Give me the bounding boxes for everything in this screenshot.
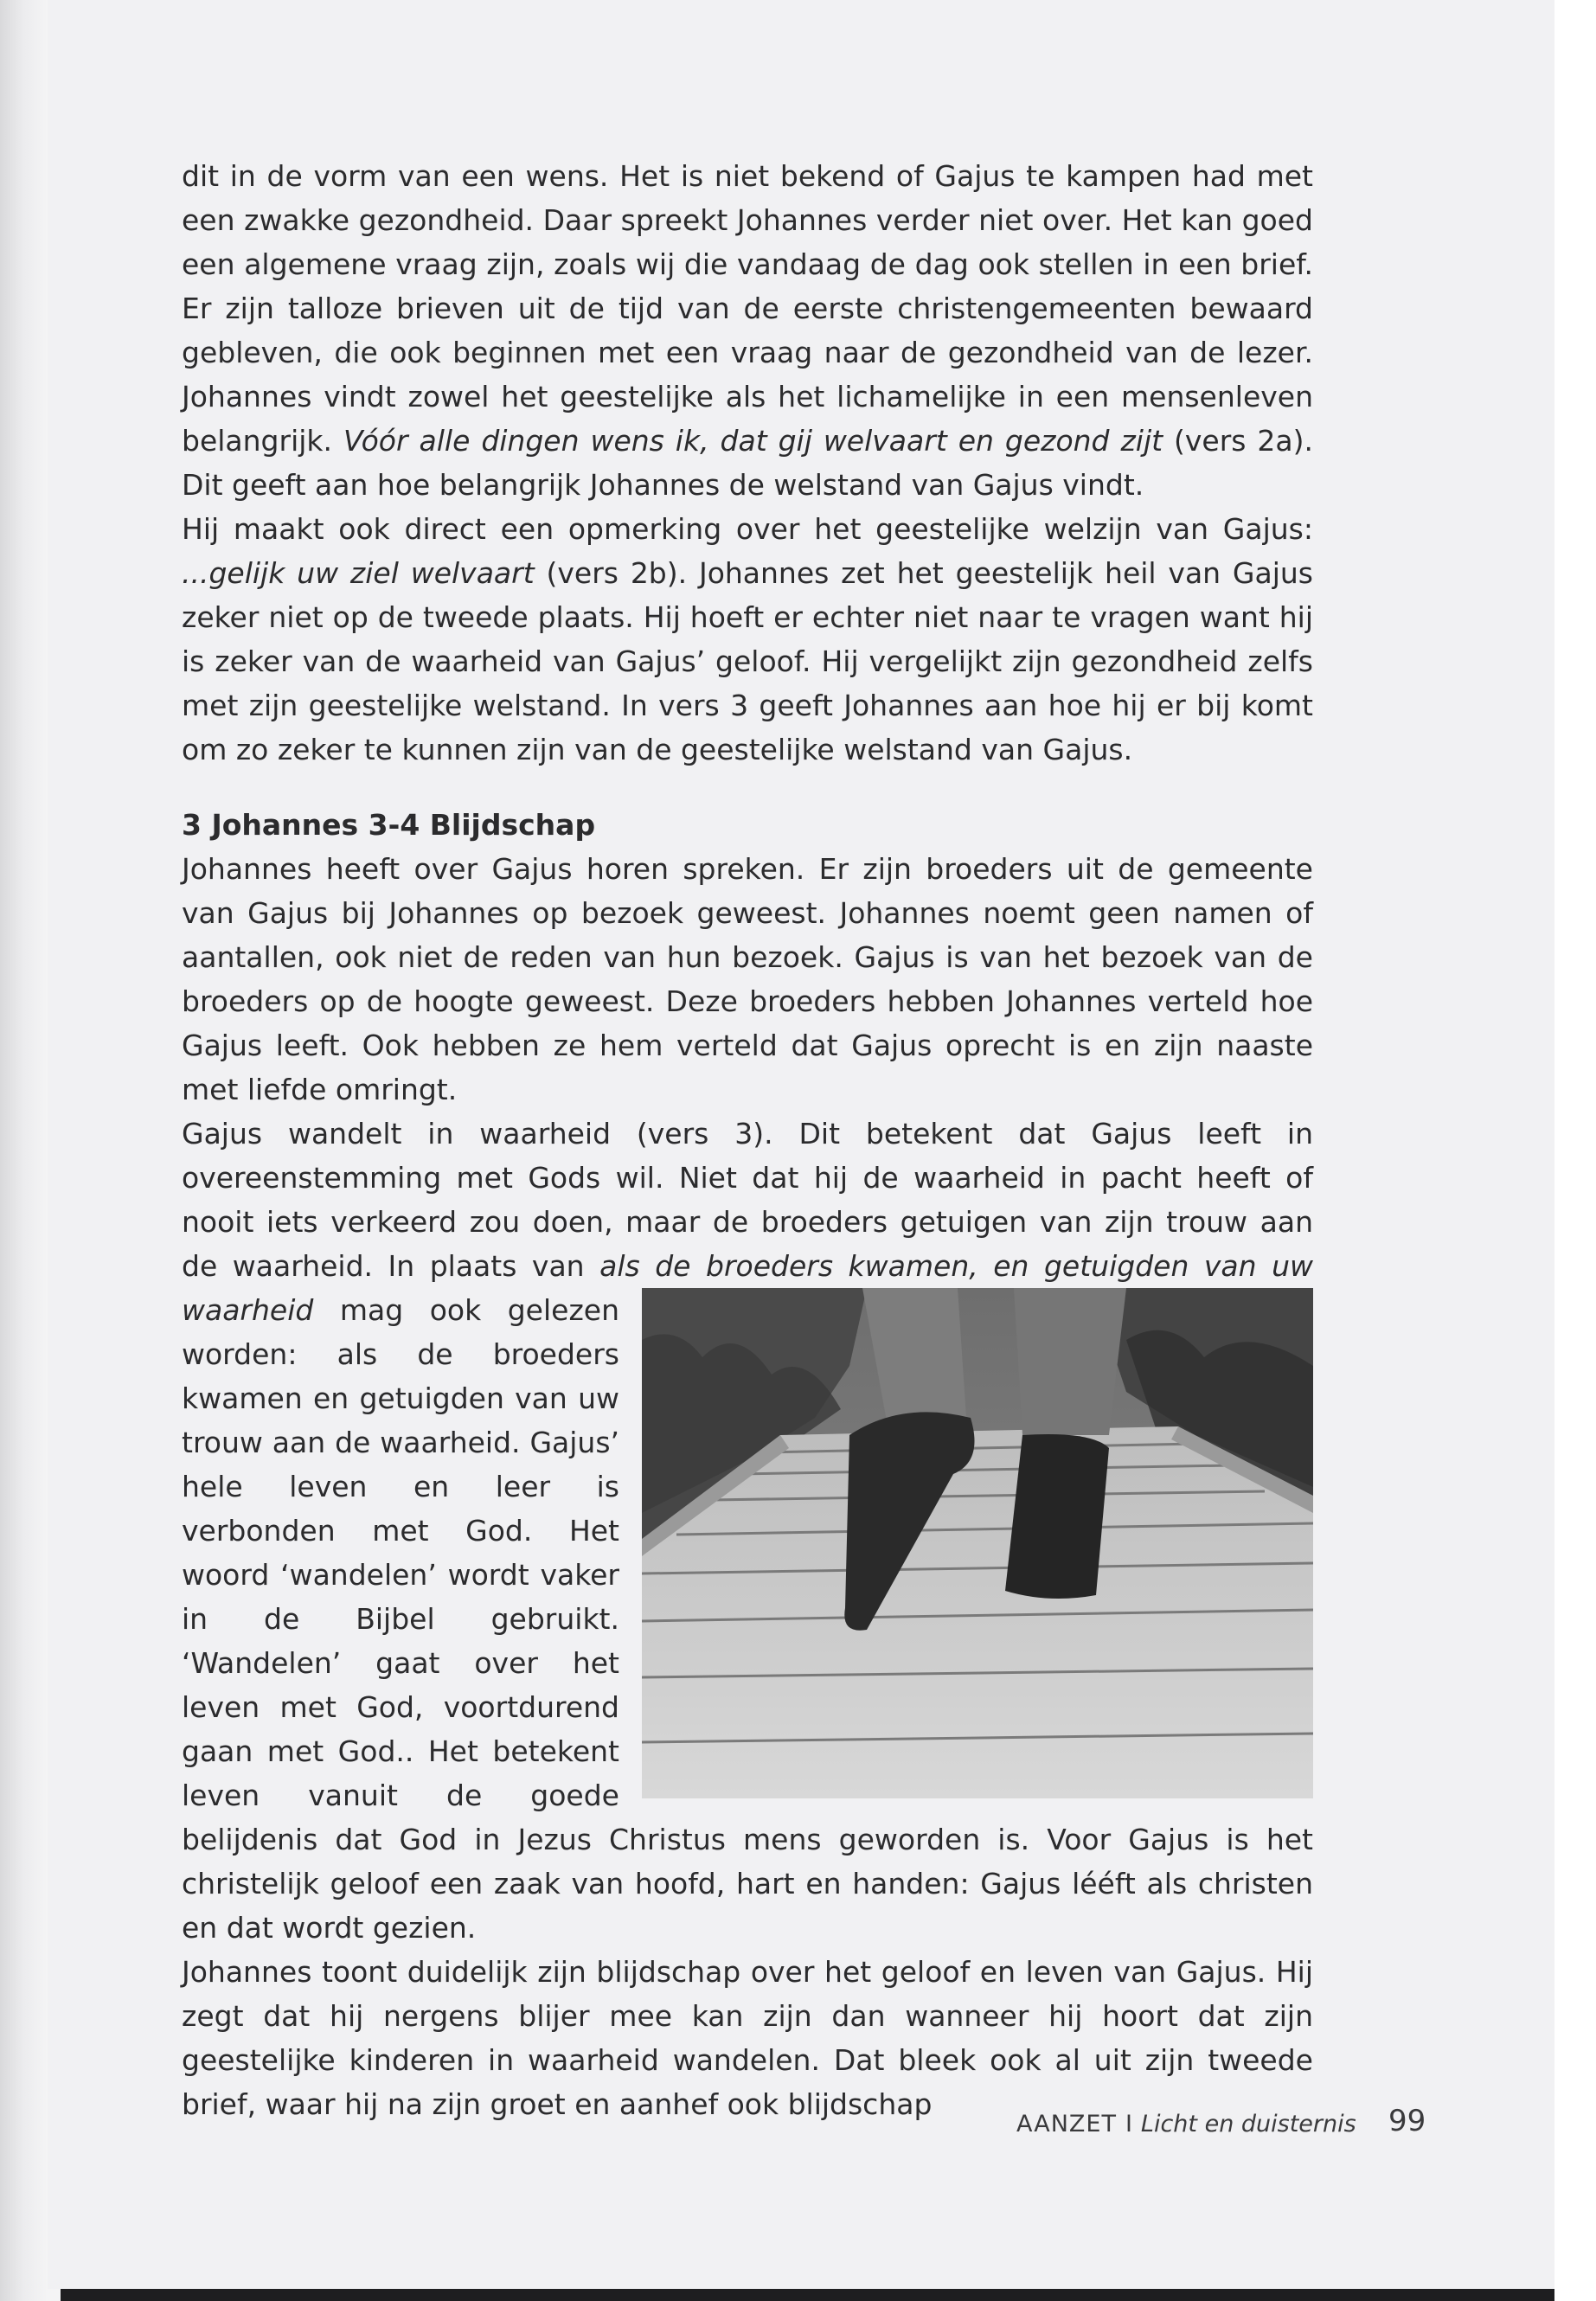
page-number: 99 <box>1388 2104 1426 2138</box>
walking-feet-photo <box>642 1288 1313 1798</box>
footer-separator: I <box>1125 2111 1132 2138</box>
paragraph-4 <box>182 1112 1313 1950</box>
paragraph-4-text-b: mag ook gelezen worden: als de broeders kwamen en getuigden van uw trouw aan de waarheid. Gajus’ hele leven en leer is verbonden met God. Het woord ‘wandelen’ wordt vaker in de Bijbel gebruikt. ‘Wandelen’ gaat over het leven met God, voortdurend gaan met God.. Het betekent leven vanuit de goede belijdenis dat God in Jezus Christus mens geworden is. Voor Gajus is het christelijk geloof een zaak van hoofd, hart en handen: Gajus lééft als christen en dat wordt gezien. <box>182 1293 1313 1945</box>
scan-left-edge <box>0 0 48 2301</box>
paragraph-4-quote: als de broeders kwamen, en getuigden van uw waarheid <box>182 1249 1313 1327</box>
paragraph-2 <box>182 507 1313 772</box>
paragraph-1-text-b: (vers 2a). Dit geeft aan hoe belangrijk Johannes de welstand van Gajus vindt. <box>182 424 1313 502</box>
footer-series: AANZET <box>1016 2111 1117 2138</box>
paragraph-5 <box>182 1950 1313 2126</box>
paragraph-2-text-b: (vers 2b). Johannes zet het geestelijk heil van Gajus zeker niet op de tweede plaats. Hij hoeft er echter niet naar te vragen want hij is zeker van de waarheid van Gajus’ geloof. Hij vergelijkt zijn gezondheid zelfs met zijn geestelijke welstand. In vers 3 geeft Johannes aan hoe hij er bij komt om zo zeker te kunnen zijn van de geestelijke welstand van Gajus. <box>182 556 1313 766</box>
page-body <box>182 154 1313 2126</box>
paragraph-1 <box>182 154 1313 507</box>
paragraph-3 <box>182 847 1313 1112</box>
scan-bottom-edge <box>61 2289 1554 2301</box>
page-footer <box>1016 2104 1427 2140</box>
scan-right-margin <box>1554 0 1596 2301</box>
paragraph-5-text: Johannes toont duidelijk zijn blijdschap over het geloof en leven van Gajus. Hij zegt dat hij nergens blijer mee kan zijn dan wanneer hij hoort dat zijn geestelijke kinderen in waarheid wandelen. Dat bleek ook al uit zijn tweede brief, waar hij na zijn groet en aanhef ook blijdschap <box>182 1955 1313 2121</box>
footer-title: Licht en duisternis <box>1140 2111 1356 2138</box>
paragraph-3-text: Johannes heeft over Gajus horen spreken. Er zijn broeders uit de gemeente van Gajus bij Johannes op bezoek geweest. Johannes noemt geen namen of aantallen, ook niet de reden van hun bezoek. Gajus is van het bezoek van de broeders op de hoogte geweest. Deze broeders hebben Johannes verteld hoe Gajus leeft. Ook hebben ze hem verteld dat Gajus oprecht is en zijn naaste met liefde omringt. <box>182 852 1313 1106</box>
paragraph-1-quote: Vóór alle dingen wens ik, dat gij welvaart en gezond zijt <box>343 424 1163 458</box>
paragraph-4-text-a: Gajus wandelt in waarheid (vers 3). Dit betekent dat Gajus leeft in overeenstemming met Gods wil. Niet dat hij de waarheid in pacht heeft of nooit iets verkeerd zou doen, maar de broeders getuigen van zijn trouw aan de waarheid. In plaats van <box>182 1117 1313 1283</box>
boardwalk-image <box>642 1288 1313 1798</box>
paragraph-2-text-a: Hij maakt ook direct een opmerking over het geestelijke welzijn van Gajus: <box>182 512 1313 546</box>
paragraph-2-quote: ...gelijk uw ziel welvaart <box>182 556 535 590</box>
paragraph-1-text-a: dit in de vorm van een wens. Het is niet bekend of Gajus te kampen had met een zwakke gezondheid. Daar spreekt Johannes verder niet over. Het kan goed een algemene vraag zijn, zoals wij die vandaag de dag ook stellen in een brief. Er zijn talloze brieven uit de tijd van de eerste christengemeenten bewaard gebleven, die ook beginnen met een vraag naar de gezondheid van de lezer. Johannes vindt zowel het geestelijke als het lichamelijke in een mensenleven belangrijk. <box>182 159 1313 458</box>
section-heading: 3 Johannes 3-4 Blijdschap <box>182 808 596 842</box>
